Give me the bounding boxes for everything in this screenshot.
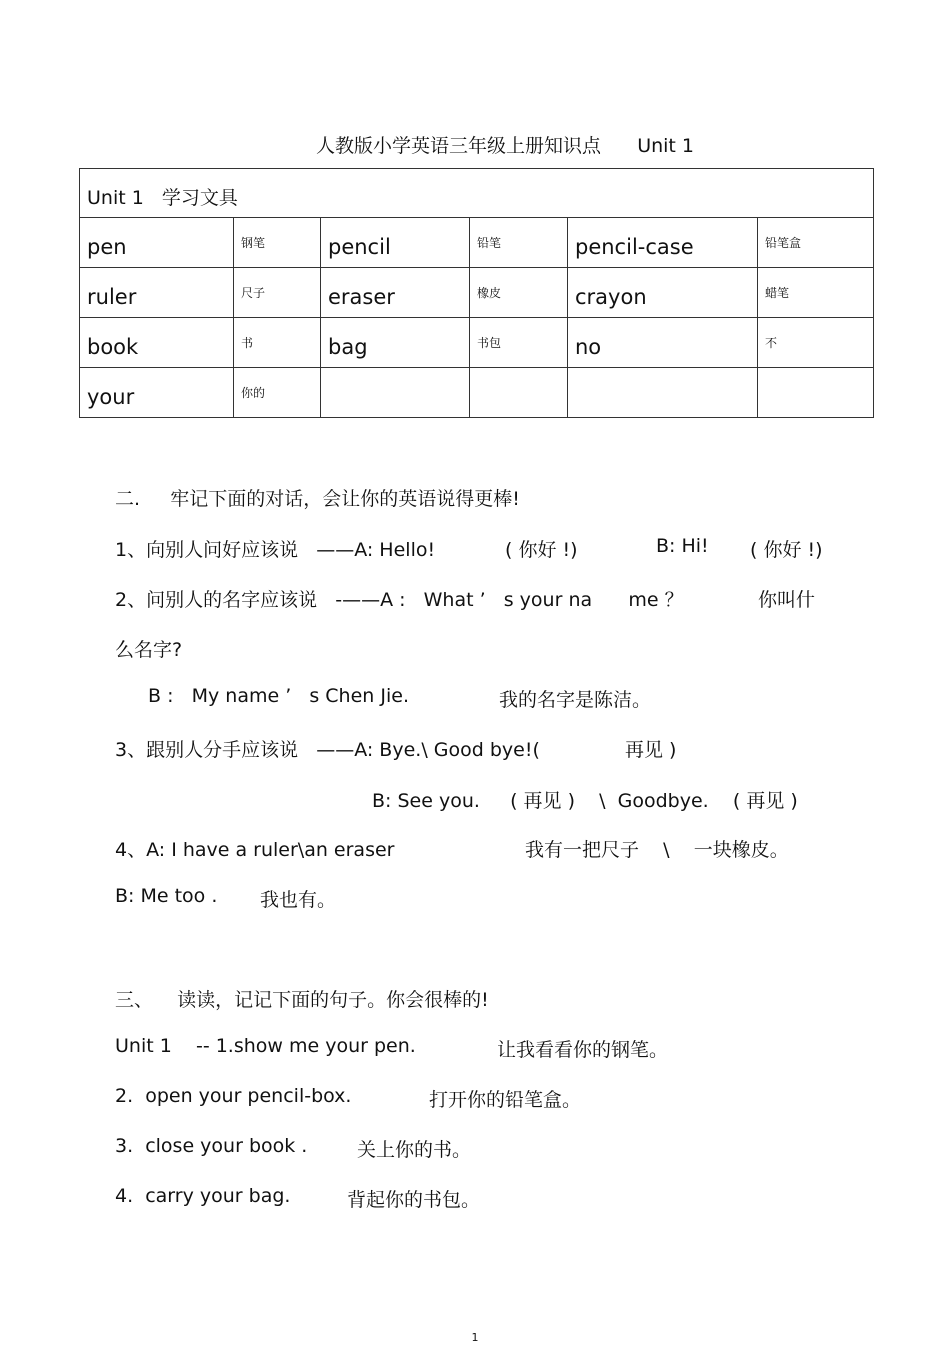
- table-row: [80, 318, 874, 368]
- chinese-meaning: 书: [241, 336, 254, 350]
- section-2-heading: 二. 牢记下面的对话，会让你的英语说得更棒!: [115, 488, 520, 510]
- english-word: pen: [87, 235, 127, 259]
- english-word: pencil: [328, 235, 391, 259]
- sentence-4-chinese: 背起你的书包。: [347, 1189, 481, 1211]
- sentence-3-chinese: 关上你的书。: [357, 1139, 472, 1161]
- word-cell: [321, 318, 470, 368]
- dialog-2-response: B : My name ’ s Chen Jie.: [148, 685, 409, 707]
- dialog-4-response-translation: 我也有。: [260, 889, 337, 911]
- dialog-4-translation: 我有一把尺子 \ 一块橡皮。: [525, 839, 789, 861]
- table-row: [80, 268, 874, 318]
- word-cell: [80, 218, 234, 268]
- dialog-3-line: 3、跟别人分手应该说 ——A: Bye.\ Good bye!(: [115, 739, 540, 761]
- chinese-meaning: 尺子: [241, 286, 266, 300]
- word-cell: [568, 218, 758, 268]
- meaning-cell: [470, 318, 568, 368]
- dialog-2-response-translation: 我的名字是陈洁。: [499, 689, 652, 711]
- dialog-1-response: B: Hi!: [656, 535, 709, 557]
- meaning-cell: [234, 268, 321, 318]
- word-cell: [80, 368, 234, 418]
- sentence-3-english: 3. close your book .: [115, 1135, 308, 1157]
- sentence-2-english: 2. open your pencil-box.: [115, 1085, 352, 1107]
- dialog-2-translation-continued: 么名字?: [115, 639, 183, 661]
- meaning-cell: [758, 268, 874, 318]
- english-word: bag: [328, 335, 368, 359]
- meaning-cell: [470, 268, 568, 318]
- chinese-meaning: 橡皮: [477, 286, 502, 300]
- english-word: ruler: [87, 285, 137, 309]
- meaning-cell: [470, 368, 568, 418]
- chinese-meaning: 铅笔盒: [765, 236, 802, 250]
- dialog-2-translation: 你叫什: [758, 589, 816, 611]
- section-3-heading: 三、 读读，记记下面的句子。你会很棒的!: [115, 989, 489, 1011]
- meaning-cell: [234, 218, 321, 268]
- chinese-meaning: 书包: [477, 336, 502, 350]
- table-header-row: [80, 169, 874, 218]
- english-word: crayon: [575, 285, 647, 309]
- page-title: 人教版小学英语三年级上册知识点 Unit 1: [315, 135, 695, 157]
- meaning-cell: [470, 218, 568, 268]
- dialog-1-line: 1、向别人问好应该说 ——A: Hello!: [115, 539, 436, 561]
- dialog-4-line: 4、A: I have a ruler\an eraser: [115, 839, 395, 861]
- chinese-meaning: 钢笔: [241, 236, 266, 250]
- dialog-2-line: 2、问别人的名字应该说 -——A : What ’ s your na me ？: [115, 589, 684, 611]
- word-cell: [321, 268, 470, 318]
- vocabulary-table: [79, 168, 874, 418]
- meaning-cell: [758, 218, 874, 268]
- word-cell: [321, 218, 470, 268]
- english-word: pencil-case: [575, 235, 694, 259]
- english-word: book: [87, 335, 139, 359]
- chinese-meaning: 蜡笔: [765, 286, 790, 300]
- word-cell: [321, 368, 470, 418]
- table-header-label: Unit 1 学习文具: [87, 187, 238, 209]
- word-cell: [568, 368, 758, 418]
- word-cell: [80, 268, 234, 318]
- sentence-4-english: 4. carry your bag.: [115, 1185, 291, 1207]
- meaning-cell: [758, 368, 874, 418]
- meaning-cell: [234, 318, 321, 368]
- dialog-3-response: B: See you. ( 再见 ) \ Goodbye. ( 再见 ): [372, 790, 798, 812]
- word-cell: [568, 318, 758, 368]
- page-number: 1: [471, 1331, 479, 1344]
- table-row: [80, 218, 874, 268]
- word-cell: [568, 268, 758, 318]
- dialog-1-response-translation: ( 你好 !): [750, 539, 823, 561]
- sentence-1-english: Unit 1 -- 1.show me your pen.: [115, 1035, 416, 1057]
- dialog-3-translation: 再见 ): [625, 739, 677, 761]
- chinese-meaning: 你的: [241, 386, 266, 400]
- chinese-meaning: 铅笔: [477, 236, 502, 250]
- meaning-cell: [758, 318, 874, 368]
- english-word: no: [575, 335, 602, 359]
- sentence-2-chinese: 打开你的铅笔盒。: [429, 1089, 582, 1111]
- word-cell: [80, 318, 234, 368]
- table-header-cell: [80, 169, 874, 218]
- dialog-4-response: B: Me too .: [115, 885, 218, 907]
- table-row: [80, 368, 874, 418]
- english-word: eraser: [328, 285, 395, 309]
- chinese-meaning: 不: [765, 336, 778, 350]
- sentence-1-chinese: 让我看看你的钢笔。: [497, 1039, 669, 1061]
- meaning-cell: [234, 368, 321, 418]
- dialog-1-translation: ( 你好 !): [505, 539, 578, 561]
- english-word: your: [87, 385, 135, 409]
